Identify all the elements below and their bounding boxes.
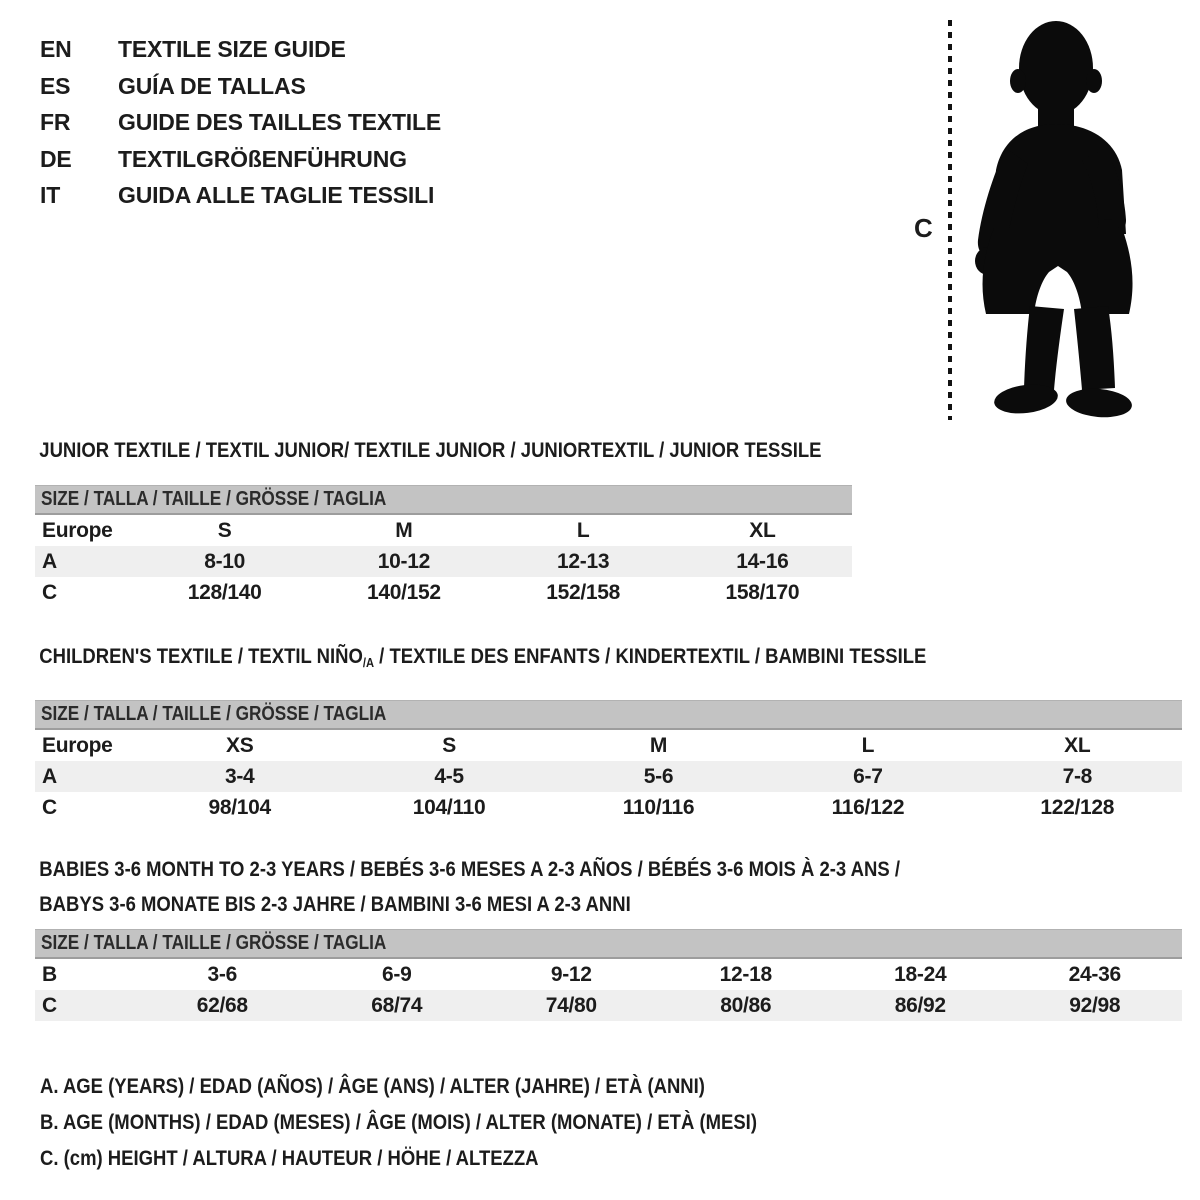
section-title [35,852,1021,922]
table-row [35,730,1182,761]
height-dashed-line [948,20,952,420]
language-label: GUÍA DE TALLAS [118,72,306,99]
size-cell: 9-12 [550,963,592,986]
size-cell: XS [225,734,254,757]
language-row [40,68,441,105]
language-code: IT [40,182,61,208]
size-header-bar [35,700,1182,730]
language-label: GUIDE DES TAILLES TEXTILE [118,109,441,135]
language-code: EN [40,36,72,62]
row-label: Europe [42,519,113,542]
size-header-bar [35,485,852,515]
size-cell: 12-18 [719,963,772,986]
size-cell: 128/140 [187,581,262,604]
row-label: Europe [42,734,113,757]
language-code: FR [40,109,71,135]
size-cell: L [576,519,590,542]
size-cell: S [217,519,232,542]
size-cell: 6-7 [853,765,883,788]
size-cell: 4-5 [434,765,464,788]
size-cell: 24-36 [1068,963,1121,986]
table-row [35,990,1182,1021]
section-title [35,644,1021,675]
table-row [35,546,852,577]
size-cell: 12-13 [557,550,610,573]
size-cell: 6-9 [382,963,412,986]
title-text: CHILDREN'S TEXTILE / TEXTIL NIÑO [39,644,363,668]
size-cell: L [861,734,875,757]
section-title [35,438,822,462]
size-cell: M [649,734,668,757]
language-row [40,141,441,178]
language-label: TEXTILE SIZE GUIDE [118,36,346,62]
table-row [35,761,1182,792]
size-header-bar [35,929,1182,959]
size-cell: 152/158 [546,581,621,604]
height-measure-label: C [914,213,933,243]
row-label: A [42,765,57,788]
row-label: A [42,550,57,573]
size-cell: 7-8 [1062,765,1093,788]
size-cell: 14-16 [736,550,789,573]
table-row [35,515,852,546]
size-cell: 110/116 [622,796,695,819]
row-label: C [42,581,57,604]
size-table [35,730,1182,823]
size-cell: 122/128 [1040,796,1115,819]
size-cell: S [442,734,456,757]
note-line: B. AGE (MONTHS) / EDAD (MESES) / ÂGE (MOIS) / ALTER (MONATE) / ETÀ (MESI) [40,1110,757,1134]
size-cell: 3-4 [224,765,255,788]
size-cell: M [395,519,413,542]
section-title-line [39,438,822,462]
table-row [35,959,1182,990]
table-row [35,792,1182,823]
size-cell: 104/110 [412,796,486,819]
size-cell: XL [749,519,776,542]
language-row [40,31,441,68]
language-label: TEXTILGRÖßENFÜHRUNG [118,145,407,172]
size-cell: 92/98 [1069,994,1121,1017]
title-text: / TEXTILE DES ENFANTS / KINDERTEXTIL / BAMBINI TESSILE [374,644,927,668]
toddler-silhouette-icon [968,18,1138,423]
size-header-label: SIZE / TALLA / TAILLE / GRÖSSE / TAGLIA [41,703,387,725]
language-row [40,177,441,214]
section-junior [35,438,852,608]
section-children [35,644,1182,823]
row-label: C [42,796,57,819]
language-label: GUIDA ALLE TAGLIE TESSILI [118,182,435,208]
size-table [35,959,1182,1021]
language-code: DE [40,145,72,172]
section-title-line [39,887,1021,922]
size-table [35,515,852,608]
size-cell: 3-6 [207,963,237,986]
size-cell: 158/170 [725,581,800,604]
title-text: /A [362,655,375,670]
language-row [40,104,441,141]
size-cell: 98/104 [208,796,271,819]
section-title-line [39,644,1021,675]
note-line: C. (cm) HEIGHT / ALTURA / HAUTEUR / HÖHE / ALTEZZA [40,1146,539,1170]
note-line: A. AGE (YEARS) / EDAD (AÑOS) / ÂGE (ANS) / ALTER (JAHRE) / ETÀ (ANNI) [40,1074,705,1098]
legend-notes [40,1068,874,1176]
title-text: JUNIOR TEXTILE / TEXTIL JUNIOR/ TEXTILE JUNIOR / JUNIORTEXTIL / JUNIOR TESSILE [39,438,822,462]
section-title-line [39,852,1021,887]
size-cell: 18-24 [894,963,947,986]
section-babies [35,852,1182,1021]
size-cell: 5-6 [643,765,674,788]
size-cell: 74/80 [545,994,597,1017]
size-cell: 116/122 [831,796,905,819]
size-cell: 140/152 [366,581,441,604]
size-cell: 68/74 [371,994,423,1017]
size-cell: 10-12 [377,550,430,573]
title-text: BABIES 3-6 MONTH TO 2-3 YEARS / BEBÉS 3-6 MESES A 2-3 AÑOS / BÉBÉS 3-6 MOIS À 2-3 ANS / [39,857,900,881]
row-label: C [42,994,57,1017]
size-header-label: SIZE / TALLA / TAILLE / GRÖSSE / TAGLIA [41,932,387,954]
height-figure [900,15,1180,435]
size-cell: 8-10 [204,550,246,573]
size-header-label: SIZE / TALLA / TAILLE / GRÖSSE / TAGLIA [41,488,387,510]
size-cell: 62/68 [196,994,248,1017]
size-cell: 86/92 [894,994,946,1017]
table-row [35,577,852,608]
row-label: B [42,963,57,986]
language-list [40,31,441,214]
language-code: ES [40,72,71,99]
title-text: BABYS 3-6 MONATE BIS 2-3 JAHRE / BAMBINI 3-6 MESI A 2-3 ANNI [39,892,631,916]
size-cell: 80/86 [720,994,772,1017]
size-cell: XL [1064,734,1091,757]
